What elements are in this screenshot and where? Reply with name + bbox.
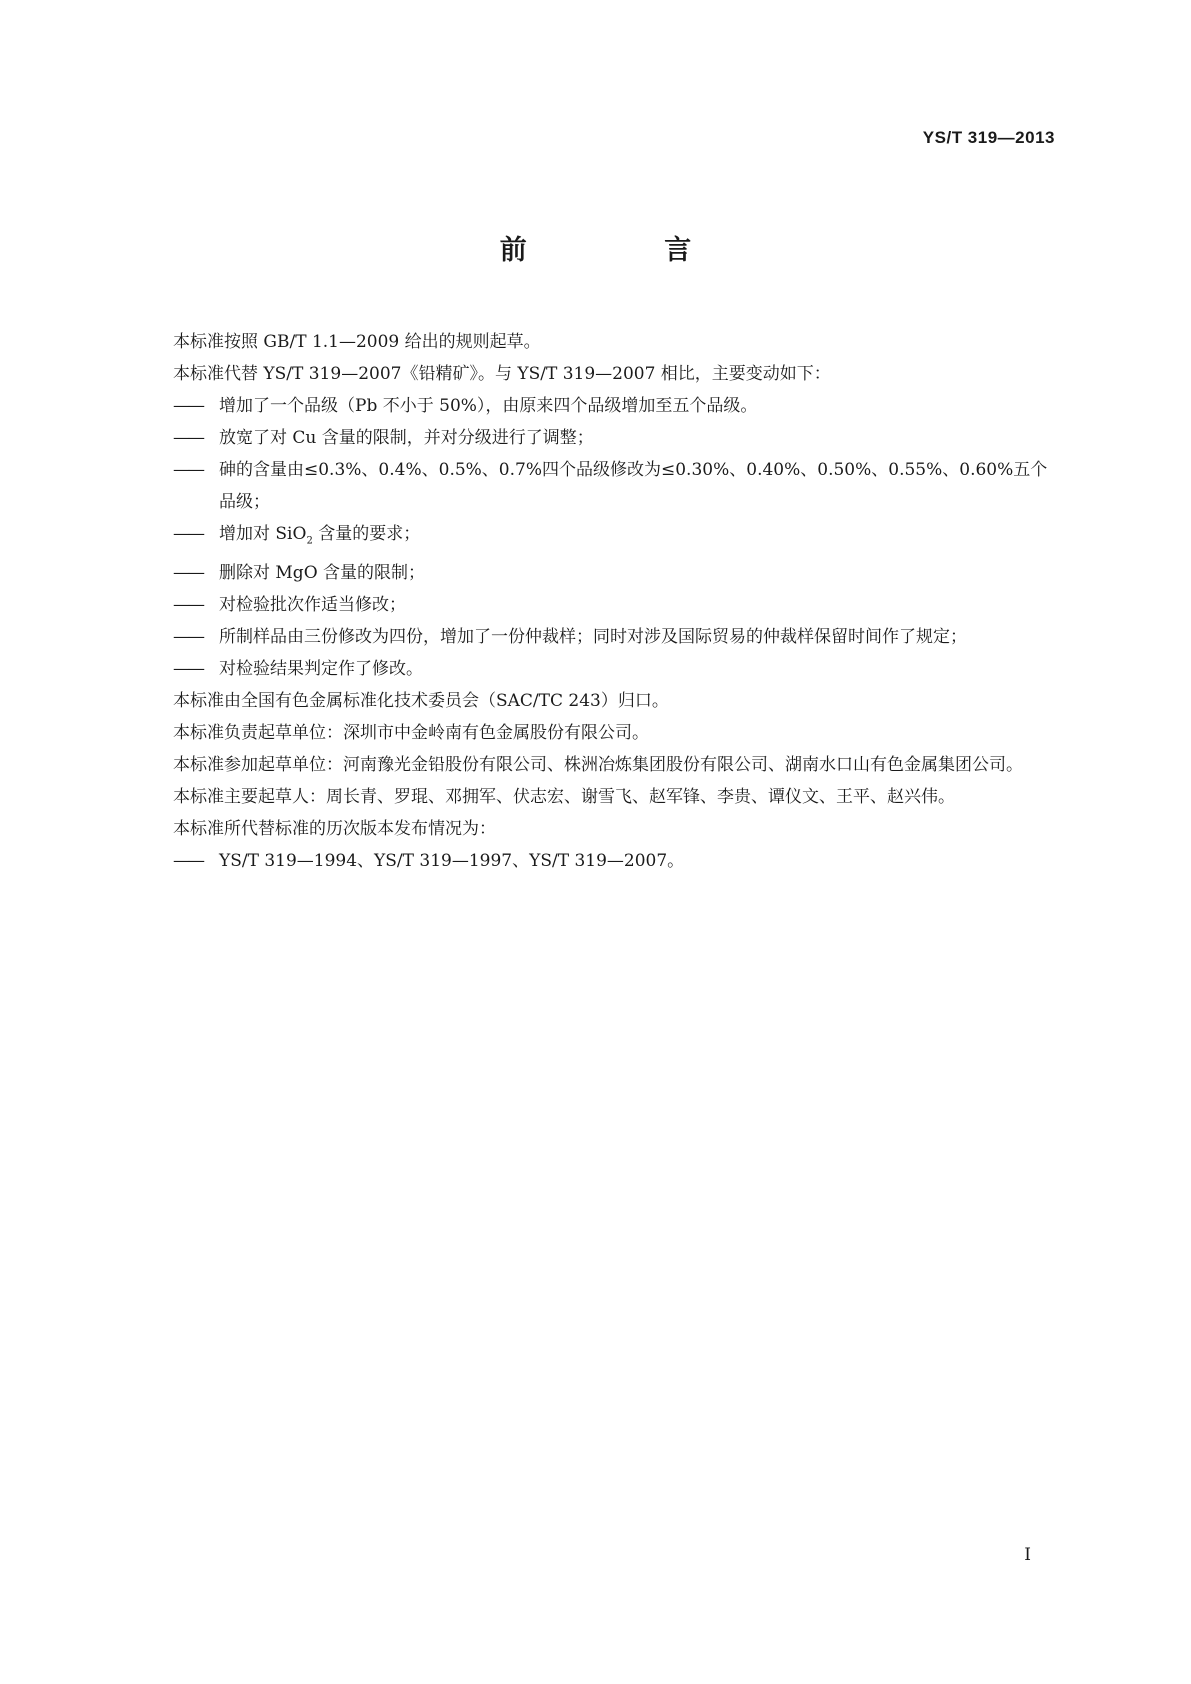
- change-text: 对检验批次作适当修改；: [219, 595, 406, 616]
- change-text: 删除对 MgO 含量的限制；: [219, 563, 426, 584]
- paragraph-participating-drafters: 本标准参加起草单位：河南豫光金铅股份有限公司、株洲冶炼集团股份有限公司、湖南水口山有色金属集团公司。: [173, 755, 1023, 776]
- change-text: 放宽了对 Cu 含量的限制，并对分级进行了调整；: [219, 428, 594, 448]
- change-item: [136, 454, 1058, 518]
- paragraph-main-drafters: 本标准主要起草人：周长青、罗琨、邓拥军、伏志宏、谢雪飞、赵军锋、李贵、谭仪文、王平、赵兴伟。: [173, 787, 955, 808]
- paragraph-history-intro: 本标准所代替标准的历次版本发布情况为：: [173, 819, 496, 840]
- dash-marker: ——: [173, 659, 203, 680]
- change-item: [136, 589, 1058, 621]
- history-item: [136, 845, 1058, 877]
- change-item: [136, 422, 1058, 454]
- paragraph-technical-committee: 本标准由全国有色金属标准化技术委员会（SAC/TC 243）归口。: [173, 691, 669, 712]
- change-text-after: 含量的要求；: [312, 524, 421, 544]
- document-body: [136, 326, 1058, 877]
- change-item: [136, 653, 1058, 685]
- dash-marker: ——: [173, 524, 203, 544]
- dash-marker: ——: [173, 396, 203, 416]
- paragraph-drafting-rules: 本标准按照 GB/T 1.1—2009 给出的规则起草。: [173, 332, 541, 352]
- page-title: 前 言: [499, 235, 756, 266]
- change-text: 砷的含量由≤0.3%、0.4%、0.5%、0.7%四个品级修改为≤0.30%、0.40%、0.50%、0.55%、0.60%五个品级；: [219, 460, 1048, 512]
- dash-marker: ——: [173, 595, 203, 616]
- paragraph-replacement: 本标准代替 YS/T 319—2007《铅精矿》。与 YS/T 319—2007 相比，主要变动如下：: [173, 364, 831, 384]
- dash-marker: ——: [173, 851, 203, 872]
- page-number: I: [1024, 1545, 1031, 1565]
- dash-marker: ——: [173, 460, 203, 480]
- standard-code: YS/T 319—2013: [922, 128, 1055, 147]
- change-item: [136, 390, 1058, 422]
- change-item: [136, 557, 1058, 589]
- dash-marker: ——: [173, 428, 203, 448]
- change-text: 增加了一个品级（Pb 不小于 50%），由原来四个品级增加至五个品级。: [219, 396, 758, 416]
- history-text: YS/T 319—1994、YS/T 319—1997、YS/T 319—2007。: [219, 851, 685, 872]
- dash-marker: ——: [173, 563, 203, 584]
- paragraph-lead-drafter: 本标准负责起草单位：深圳市中金岭南有色金属股份有限公司。: [173, 723, 649, 744]
- change-item: [136, 518, 1058, 557]
- change-text-before: 增加对 SiO: [219, 524, 307, 544]
- subscript-2: 2: [306, 535, 313, 547]
- change-item: [136, 621, 1058, 653]
- dash-marker: ——: [173, 627, 203, 648]
- change-text: 对检验结果判定作了修改。: [219, 659, 423, 680]
- change-text: 所制样品由三份修改为四份，增加了一份仲裁样；同时对涉及国际贸易的仲裁样保留时间作了规定；: [219, 627, 967, 648]
